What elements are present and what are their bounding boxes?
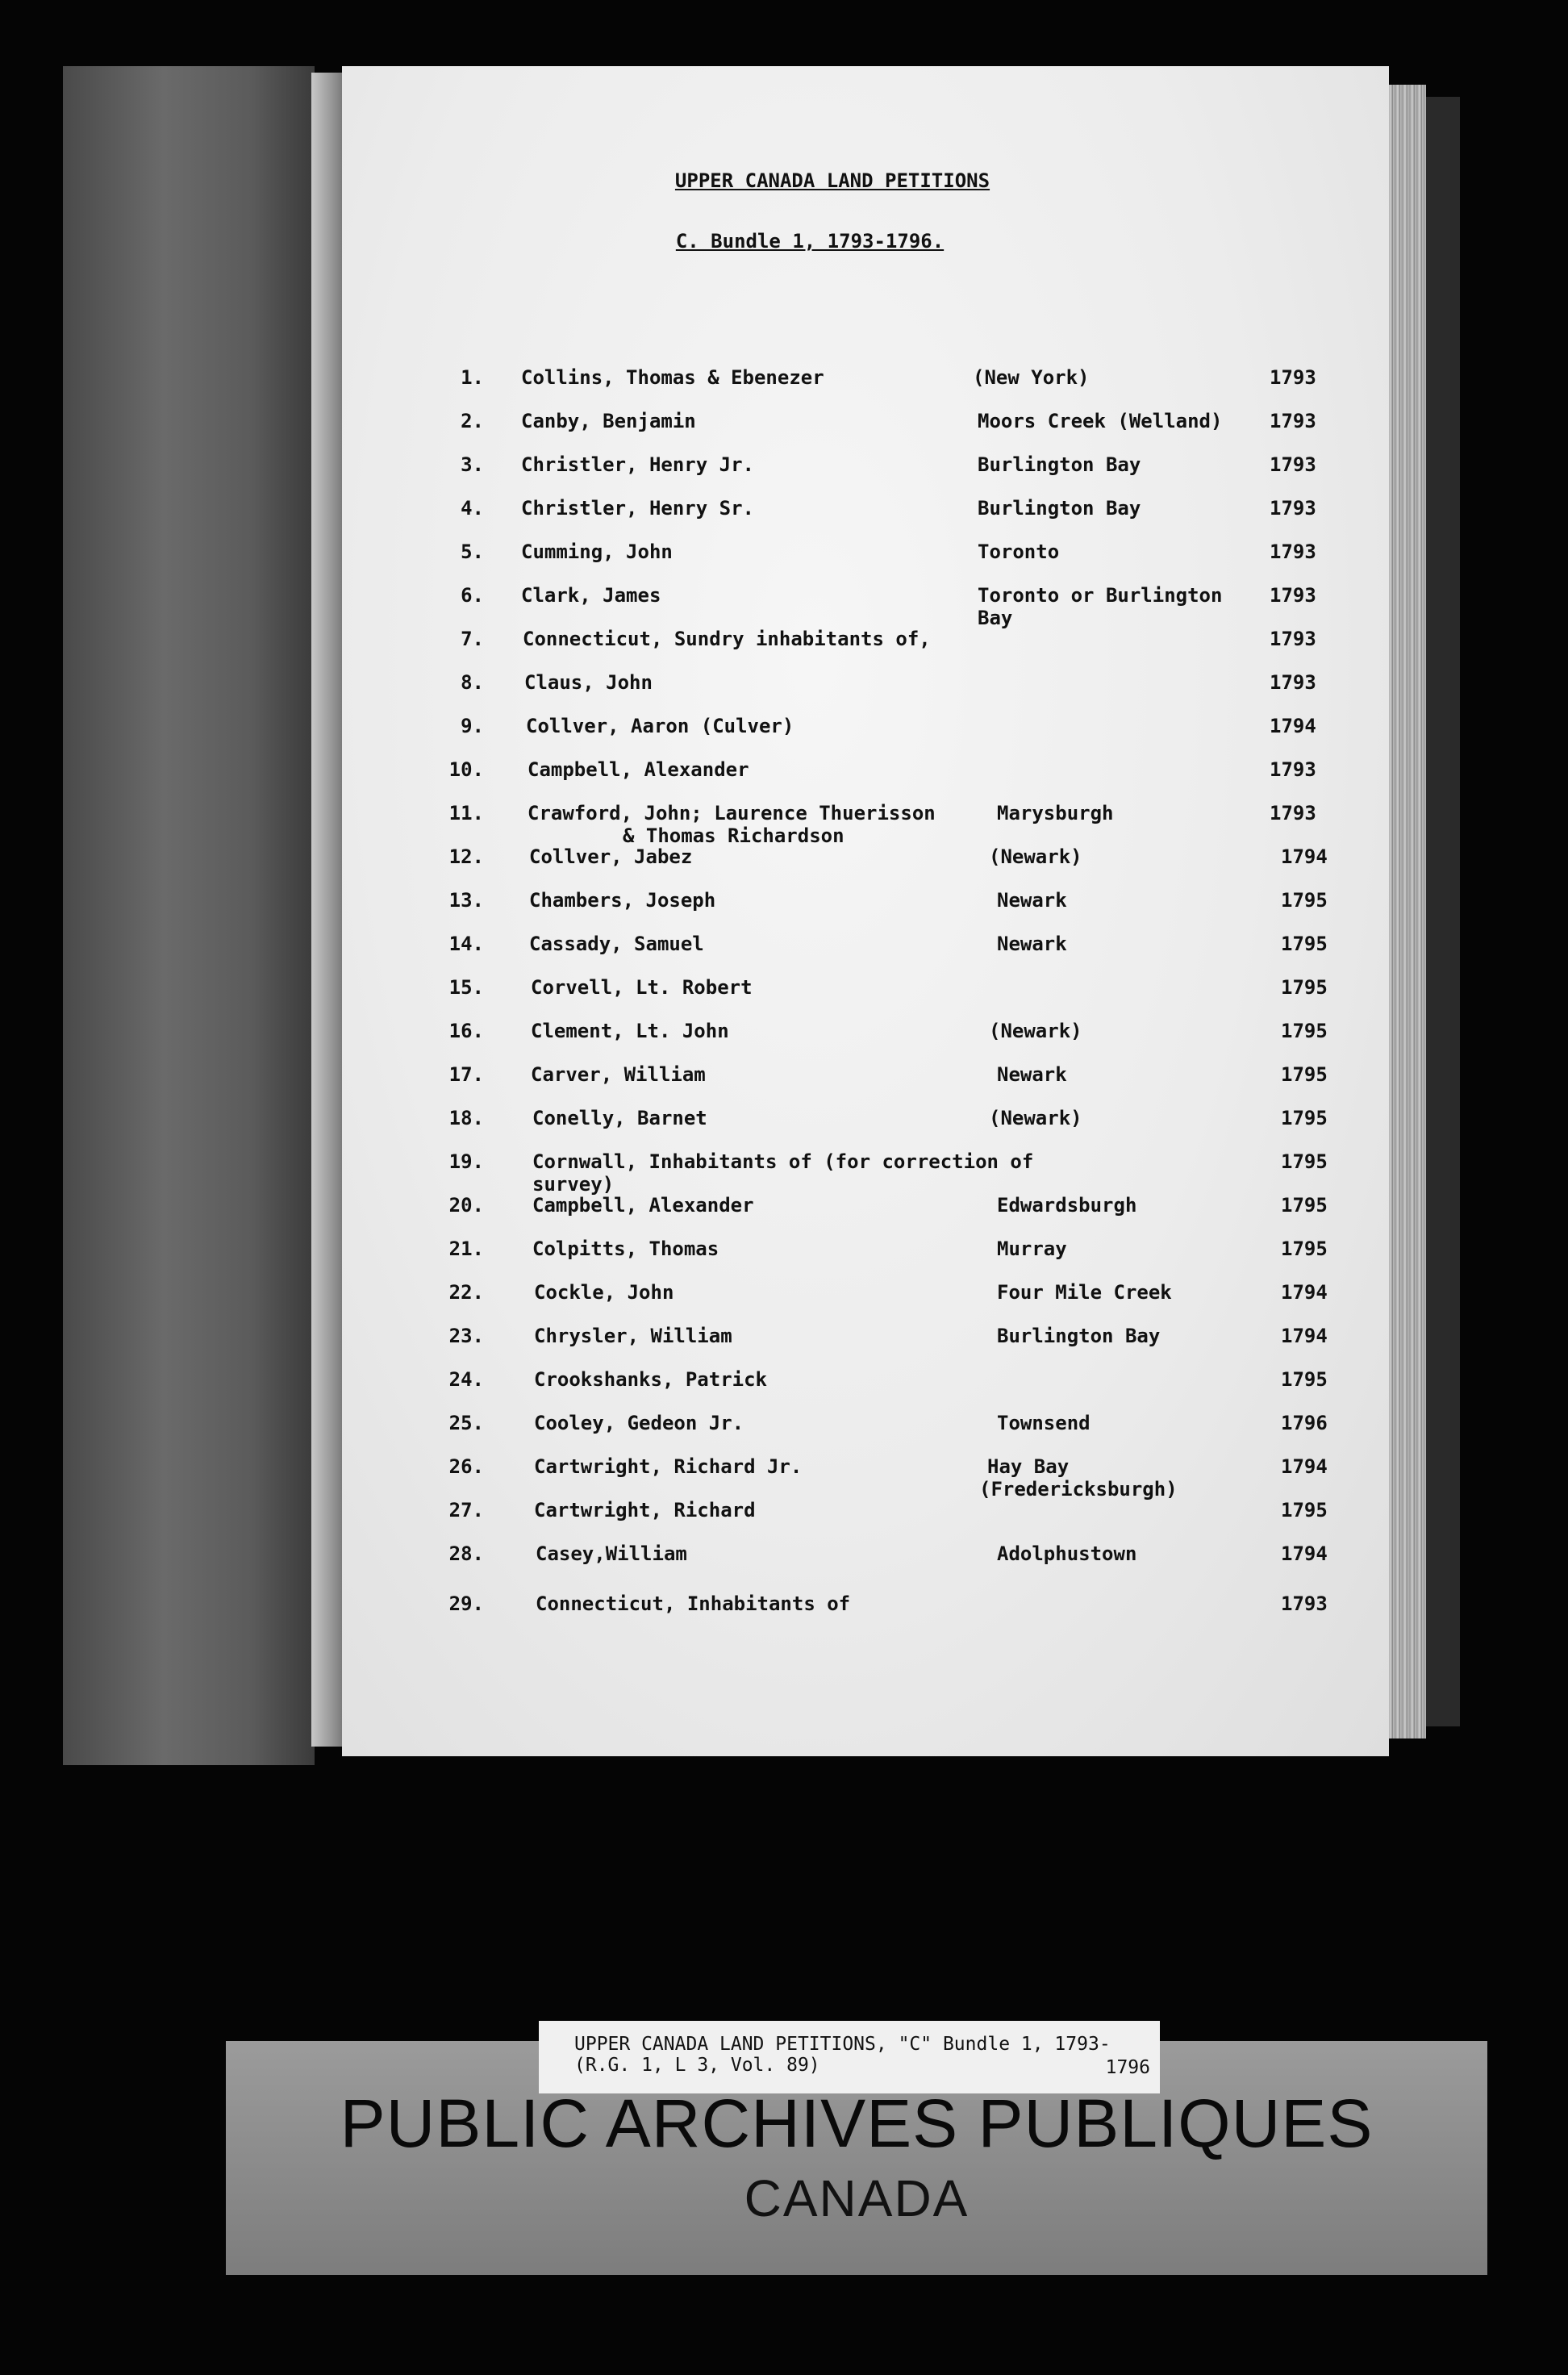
entry-location (997, 933, 1287, 955)
entry-petitioner-text: Campbell, Alexander (532, 1194, 754, 1217)
entry-petitioner-text: Christler, Henry Jr. (521, 453, 754, 476)
entry-number: 3. (461, 453, 484, 476)
entry-petitioner-text: Claus, John (524, 671, 653, 694)
entry-number: 2. (461, 410, 484, 432)
entry-number: 8. (461, 671, 484, 694)
entry-petitioner-text: Cartwright, Richard Jr. (534, 1455, 803, 1478)
entry-row (342, 758, 1389, 807)
entry-number: 27. (448, 1499, 484, 1521)
entry-location (997, 1542, 1287, 1565)
document-page (342, 66, 1389, 1756)
entry-location-text: Newark (997, 1063, 1067, 1086)
entry-petitioner (529, 889, 1061, 912)
entry-petitioner (528, 758, 1060, 781)
entry-row (342, 671, 1389, 720)
archive-country: CANADA (744, 2169, 970, 2227)
entry-year: 1793 (1270, 628, 1316, 650)
entry-petitioner (521, 410, 1053, 432)
entry-year: 1793 (1270, 584, 1316, 607)
entry-year: 1796 (1281, 1412, 1328, 1434)
entry-row (342, 1020, 1389, 1068)
entry-row (342, 845, 1389, 894)
entry-petitioner-text: Connecticut, Sundry inhabitants of, (523, 628, 931, 650)
entry-number: 17. (448, 1063, 484, 1086)
entry-petitioner-text: Cooley, Gedeon Jr. (534, 1412, 744, 1434)
entry-location-text: Edwardsburgh (997, 1194, 1137, 1217)
entry-number: 23. (448, 1325, 484, 1347)
entry-petitioner (534, 1455, 1066, 1478)
entry-location (973, 366, 1263, 389)
entry-petitioner (532, 1238, 1065, 1260)
entry-petitioner-text: Christler, Henry Sr. (521, 497, 754, 520)
entry-number: 16. (448, 1020, 484, 1042)
entry-petitioner (532, 1194, 1065, 1217)
entry-location (989, 1020, 1279, 1042)
entry-petitioner-text: Cockle, John (534, 1281, 674, 1304)
entry-location (997, 889, 1287, 912)
entry-location (979, 1455, 1278, 1501)
entry-row (342, 1281, 1389, 1329)
entry-row (342, 1238, 1389, 1286)
entry-number: 28. (448, 1542, 484, 1565)
entry-petitioner-text: Cornwall, Inhabitants of (for correction of survey) (532, 1150, 1034, 1196)
entry-location (978, 410, 1268, 432)
entry-year: 1795 (1281, 1020, 1328, 1042)
entry-location-text: (Newark) (989, 1020, 1082, 1042)
entry-location (978, 584, 1268, 629)
entry-row (342, 1412, 1389, 1460)
entry-row (342, 933, 1389, 981)
entry-year: 1794 (1281, 1281, 1328, 1304)
entry-number: 19. (448, 1150, 484, 1173)
entry-petitioner (526, 715, 1058, 737)
entry-year: 1793 (1270, 541, 1316, 563)
entry-petitioner-text: Connecticut, Inhabitants of (536, 1592, 851, 1615)
entry-row (342, 1063, 1389, 1112)
entry-location-text: Hay Bay (987, 1455, 1070, 1478)
entry-row (342, 1150, 1389, 1199)
entry-petitioner (521, 541, 1053, 563)
entry-location (997, 802, 1287, 824)
entry-year: 1793 (1270, 410, 1316, 432)
entry-location (997, 1238, 1287, 1260)
entry-petitioner-text: Collver, Jabez (529, 845, 693, 868)
entry-petitioner-text: Casey,William (536, 1542, 687, 1565)
entry-number: 26. (448, 1455, 484, 1478)
entry-location-text: Murray (997, 1238, 1067, 1260)
entry-petitioner (534, 1368, 1066, 1391)
entry-number: 25. (448, 1412, 484, 1434)
entry-location-text: Burlington Bay (978, 453, 1141, 476)
entry-year: 1795 (1281, 1238, 1328, 1260)
entry-year: 1793 (1270, 802, 1316, 824)
entry-location-text: (Newark) (989, 845, 1082, 868)
entry-year: 1794 (1281, 1455, 1328, 1478)
entry-petitioner (536, 1592, 1068, 1615)
entry-location-text: Burlington Bay (997, 1325, 1161, 1347)
entry-petitioner (534, 1499, 1066, 1521)
entry-year: 1794 (1281, 1542, 1328, 1565)
entry-location-text: (New York) (973, 366, 1090, 389)
entry-petitioner (532, 1107, 1065, 1129)
entry-year: 1793 (1270, 453, 1316, 476)
entry-petitioner (534, 1412, 1066, 1434)
entry-petitioner (521, 497, 1053, 520)
entry-year: 1795 (1281, 976, 1328, 999)
entry-location-text: Newark (997, 889, 1067, 912)
entry-petitioner (529, 933, 1061, 955)
entry-location (978, 453, 1268, 476)
entry-location (978, 541, 1268, 563)
entry-year: 1795 (1281, 889, 1328, 912)
entry-number: 24. (448, 1368, 484, 1391)
entry-row (342, 1107, 1389, 1155)
entry-year: 1795 (1281, 1107, 1328, 1129)
entry-number: 7. (461, 628, 484, 650)
entry-petitioner-text: Cartwright, Richard (534, 1499, 756, 1521)
entry-row (342, 1542, 1389, 1591)
entry-petitioner-text: Cassady, Samuel (529, 933, 704, 955)
entry-number: 15. (448, 976, 484, 999)
reference-year-end: 1796 (1105, 2057, 1150, 2078)
entry-row (342, 1368, 1389, 1417)
entry-petitioner-text: Conelly, Barnet (532, 1107, 707, 1129)
entry-location (997, 1412, 1287, 1434)
entry-number: 18. (448, 1107, 484, 1129)
entry-year: 1794 (1281, 845, 1328, 868)
archive-reference-tag (539, 2021, 1160, 2093)
entry-year: 1793 (1270, 671, 1316, 694)
entry-location-text: (Newark) (989, 1107, 1082, 1129)
entry-year: 1795 (1281, 1150, 1328, 1173)
entry-year: 1795 (1281, 1194, 1328, 1217)
entry-number: 1. (461, 366, 484, 389)
entry-petitioner-text: Carver, William (531, 1063, 706, 1086)
entry-location-text: Newark (997, 933, 1067, 955)
entry-location (989, 1107, 1279, 1129)
left-binding-strip (63, 66, 315, 1765)
entry-year: 1793 (1270, 758, 1316, 781)
entry-year: 1794 (1281, 1325, 1328, 1347)
entry-petitioner-text: Crookshanks, Patrick (534, 1368, 767, 1391)
entry-row (342, 1499, 1389, 1547)
entry-location-text: Burlington Bay (978, 497, 1141, 520)
entry-year: 1793 (1281, 1592, 1328, 1615)
entry-petitioner-continued: & Thomas Richardson (623, 824, 844, 847)
entry-location-text: Toronto or Burlington (978, 584, 1223, 607)
entry-number: 22. (448, 1281, 484, 1304)
entry-location-continued: (Fredericksburgh) (979, 1478, 1178, 1501)
document-subtitle: C. Bundle 1, 1793-1796. (675, 230, 945, 253)
entry-number: 6. (461, 584, 484, 607)
entry-petitioner (523, 628, 1055, 650)
entry-petitioner-text: Chambers, Joseph (529, 889, 716, 912)
entry-petitioner-text: Crawford, John; Laurence Thuerisson (528, 802, 936, 824)
entry-petitioner (531, 1063, 1063, 1086)
reference-line-1: UPPER CANADA LAND PETITIONS, "C" Bundle 1, 1793- (574, 2034, 1111, 2055)
entry-number: 4. (461, 497, 484, 520)
entry-location (997, 1063, 1287, 1086)
entry-year: 1795 (1281, 933, 1328, 955)
entry-location (997, 1281, 1287, 1304)
entry-number: 5. (461, 541, 484, 563)
entry-location (978, 497, 1268, 520)
entry-location-text: Townsend (997, 1412, 1091, 1434)
entry-petitioner (534, 1325, 1066, 1347)
entry-petitioner-text: Corvell, Lt. Robert (531, 976, 753, 999)
entry-location-text: Adolphustown (997, 1542, 1137, 1565)
entry-petitioner (534, 1281, 1066, 1304)
entry-location (989, 845, 1279, 868)
entry-petitioner (531, 1020, 1063, 1042)
entry-location-text: Moors Creek (Welland) (978, 410, 1223, 432)
entry-location (997, 1325, 1287, 1347)
entry-row (342, 584, 1389, 632)
entry-row (342, 497, 1389, 545)
entry-row (342, 541, 1389, 589)
entry-year: 1795 (1281, 1499, 1328, 1521)
entry-row (342, 453, 1389, 502)
document-title: UPPER CANADA LAND PETITIONS (674, 169, 990, 192)
book-spine (311, 73, 344, 1747)
reference-line-2: (R.G. 1, L 3, Vol. 89) (574, 2055, 820, 2076)
entry-petitioner-text: Colpitts, Thomas (532, 1238, 719, 1260)
entry-location-continued: Bay (978, 607, 1013, 629)
entry-year: 1795 (1281, 1063, 1328, 1086)
entry-petitioner-text: Cumming, John (521, 541, 673, 563)
entry-location-text: Four Mile Creek (997, 1281, 1172, 1304)
entry-number: 11. (448, 802, 484, 824)
entry-row (342, 366, 1389, 415)
entry-row (342, 1194, 1389, 1242)
entry-petitioner-text: Canby, Benjamin (521, 410, 696, 432)
entry-petitioner (536, 1542, 1068, 1565)
entry-petitioner (521, 584, 1053, 607)
entry-row (342, 802, 1389, 850)
entry-row (342, 889, 1389, 937)
entry-number: 10. (448, 758, 484, 781)
entry-year: 1794 (1270, 715, 1316, 737)
entry-number: 21. (448, 1238, 484, 1260)
entry-row (342, 1455, 1389, 1504)
entry-row (342, 628, 1389, 676)
entry-petitioner (521, 453, 1053, 476)
entry-number: 9. (461, 715, 484, 737)
entry-petitioner-text: Clark, James (521, 584, 661, 607)
entry-year: 1793 (1270, 366, 1316, 389)
entry-row (342, 410, 1389, 458)
entry-number: 29. (448, 1592, 484, 1615)
entry-petitioner-text: Clement, Lt. John (531, 1020, 729, 1042)
entry-number: 12. (448, 845, 484, 868)
entry-petitioner (531, 976, 1063, 999)
entry-petitioner (532, 1150, 1065, 1196)
entry-year: 1795 (1281, 1368, 1328, 1391)
entry-year: 1793 (1270, 497, 1316, 520)
entry-number: 14. (448, 933, 484, 955)
entry-location-text: Toronto (978, 541, 1060, 563)
entry-row (342, 976, 1389, 1025)
entry-number: 13. (448, 889, 484, 912)
entry-petitioner-text: Collver, Aaron (Culver) (526, 715, 794, 737)
entry-petitioner-text: Chrysler, William (534, 1325, 732, 1347)
entry-row (342, 715, 1389, 763)
archive-name: PUBLIC ARCHIVES PUBLIQUES (340, 2085, 1374, 2161)
entry-petitioner (524, 671, 1057, 694)
entry-row (342, 1325, 1389, 1373)
entry-row (342, 1592, 1389, 1641)
entry-number: 20. (448, 1194, 484, 1217)
entry-petitioner-text: Collins, Thomas & Ebenezer (521, 366, 824, 389)
entry-petitioner (529, 845, 1061, 868)
entry-location-text: Marysburgh (997, 802, 1114, 824)
entry-petitioner (528, 802, 1060, 847)
entry-petitioner-text: Campbell, Alexander (528, 758, 749, 781)
entry-location (997, 1194, 1287, 1217)
